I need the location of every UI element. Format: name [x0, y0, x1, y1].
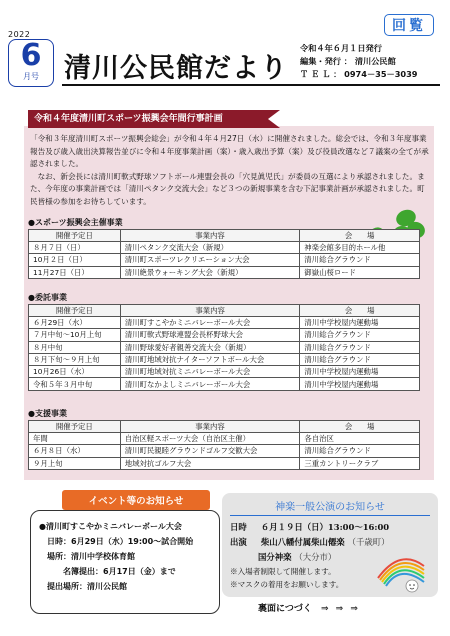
header-date: 開催予定日: [29, 421, 121, 433]
event-name: 清川絶景ウォーキング大会（新規）: [120, 266, 300, 278]
event-venue: 御嶽山桜ロード: [300, 266, 420, 278]
kagura-cast-2-note: （大分市）: [294, 552, 337, 562]
event-venue: 清川総合グラウンド: [300, 329, 420, 341]
header-date: 開催予定日: [29, 230, 121, 242]
table-row: [29, 317, 420, 329]
event-date: ８月中旬: [29, 341, 121, 353]
rainbow-illustration: [372, 548, 428, 596]
event-name: 地域対抗ゴルフ大会: [120, 457, 300, 469]
event-name: 清川ペタンク交流大会（新規）: [120, 242, 300, 254]
editor-info: 編集・発行 ： 清川公民館: [300, 56, 396, 66]
kagura-cast-1: 柴山八幡付属柴山僊楽: [260, 537, 345, 547]
table-header-row: [29, 421, 420, 433]
event-date: 10月２日（日）: [29, 254, 121, 266]
event-name: 清川町すこやかミニバレーボール大会: [120, 317, 300, 329]
event-date: 年間: [29, 433, 121, 445]
event-venue: 各自治区: [300, 433, 420, 445]
continued-text: 裏面につづく: [258, 604, 312, 614]
intro-paragraph-1: 「令和３年度清川町スポーツ振興会総会」が令和４年４月27日（水）に開催されました。総会では、令和３年度事業報告及び歳入歳出決算報告並びに令和４年度事業計画（案）・歳入歳出予算（案）及び役員改選など７議案の全てが承認されました。: [30, 134, 429, 168]
commissioned-events-table: [28, 304, 420, 391]
event-venue: 清川総合グラウンド: [300, 254, 420, 266]
continued-notice: [258, 601, 360, 614]
kagura-date: ６月１９日（日）13:00～16:00: [260, 522, 390, 532]
publication-info: [300, 42, 418, 81]
event-date: 10月26日（水）: [29, 366, 121, 378]
event-venue: 清川中学校屋内運動場: [300, 366, 420, 378]
kagura-note-2: ※マスクの着用をお願いします。: [230, 580, 344, 589]
group-title-support: ●支援事業: [28, 409, 67, 418]
table-row: [29, 378, 420, 390]
issue-month: 6: [20, 38, 42, 73]
header-event: 事業内容: [120, 305, 300, 317]
group-title-sponsored: ●スポーツ振興会主催事業: [28, 218, 123, 227]
event-title: ●清川町すこやかミニバレーボール大会: [39, 522, 182, 531]
kagura-note-1: ※入場者制限して開催します。: [230, 567, 336, 576]
header-divider: [62, 84, 440, 86]
event-notice-label: イベント等のお知らせ: [62, 490, 210, 510]
issue-month-box: [8, 39, 54, 87]
issued-date: 令和４年６月１日発行: [300, 43, 382, 53]
table-row: [29, 266, 420, 278]
event-venue: 神楽会館多目的ホール他: [300, 242, 420, 254]
event-notice-box: [30, 510, 220, 614]
kagura-date-row: [230, 520, 430, 535]
event-name: 清川町民親睦グラウンドゴルフ交歓大会: [120, 445, 300, 457]
table-row: [29, 457, 420, 469]
event-name: 清川町なかよしミニバレーボール大会: [120, 378, 300, 390]
table-row: [29, 433, 420, 445]
event-venue: 清川中学校屋内運動場: [300, 378, 420, 390]
header-date: 開催予定日: [29, 305, 121, 317]
event-name: 清川町軟式野球連盟会長杯野球大会: [120, 329, 300, 341]
event-name: 清川野球愛好者親善交流大会（新規）: [120, 341, 300, 353]
event-date: 11月27日（日）: [29, 266, 121, 278]
table-row: [29, 254, 420, 266]
event-venue: 清川総合グラウンド: [300, 353, 420, 365]
kagura-cast-1-note: （千歳町）: [347, 537, 390, 547]
section-intro: [30, 133, 432, 208]
table-row: [29, 242, 420, 254]
event-name: 清川町地域対抗ミニバレーボール大会: [120, 366, 300, 378]
event-venue: 清川総合グラウンド: [300, 445, 420, 457]
arrow-right-icon: ⇒ ⇒ ⇒: [320, 604, 360, 614]
table-header-row: [29, 305, 420, 317]
table-row: [29, 445, 420, 457]
issue-month-unit: 月号: [23, 72, 39, 81]
event-datetime: 日時：6月29日（水）19:00～試合開始: [47, 537, 194, 546]
table-row: [29, 366, 420, 378]
support-events-table: [28, 420, 420, 470]
group-title-commissioned: ●委託事業: [28, 293, 67, 302]
event-name: 清川町スポーツレクリエーション大会: [120, 254, 300, 266]
event-date: ９月上旬: [29, 457, 121, 469]
section-title: 令和４年度清川町スポーツ振興会年間行事計画: [28, 110, 268, 128]
event-name: 清川町地域対抗ナイターソフトボール大会: [120, 353, 300, 365]
event-submit-place: 提出場所：清川公民館: [47, 582, 127, 591]
event-date: ８月７日（日）: [29, 242, 121, 254]
kagura-title: 神楽一般公演のお知らせ: [230, 498, 430, 516]
event-date: ６月８日（水）: [29, 445, 121, 457]
page-title: 清川公民館だより: [64, 53, 288, 84]
header-venue: 会 場: [300, 421, 420, 433]
header-venue: 会 場: [300, 230, 420, 242]
table-row: [29, 341, 420, 353]
telephone: Ｔ Ｅ Ｌ ： 0974－35－3039: [300, 69, 418, 79]
table-header-row: [29, 230, 420, 242]
header-venue: 会 場: [300, 305, 420, 317]
event-date: ８月下旬～９月上旬: [29, 353, 121, 365]
event-venue: 清川中学校屋内運動場: [300, 317, 420, 329]
event-venue: 清川総合グラウンド: [300, 341, 420, 353]
event-date: ７月中旬～10月上旬: [29, 329, 121, 341]
event-date: 令和５年３月中旬: [29, 378, 121, 390]
event-date: ６月29日（水）: [29, 317, 121, 329]
event-name: 自治区軽スポーツ大会（自治区主催）: [120, 433, 300, 445]
event-venue: 三重カントリークラブ: [300, 457, 420, 469]
table-row: [29, 329, 420, 341]
header-event: 事業内容: [120, 230, 300, 242]
event-deadline: 名簿提出：6月17日（金）まで: [63, 567, 176, 576]
circulation-stamp: 回覧: [384, 14, 434, 36]
intro-paragraph-2: なお、新会長には清川町軟式野球ソフトボール連盟会長の「穴見眞児氏」が委員の互選により承認されました。また、今年度の事業計画では「清川ペタンク交流大会」など３つの新規事業を含む下記事業計画が承認されました。町民皆様の参加をお待ちしています。: [30, 171, 425, 206]
newsletter-header: [0, 0, 450, 92]
header-event: 事業内容: [120, 421, 300, 433]
kagura-cast-key: 出演: [230, 537, 247, 547]
event-place: 場所：清川中学校体育館: [47, 552, 135, 561]
issue-year: 2022: [8, 30, 31, 39]
kagura-cast-2: 国分神楽: [258, 552, 292, 562]
sponsored-events-table: [28, 229, 420, 279]
kagura-date-key: 日時: [230, 522, 247, 532]
table-row: [29, 353, 420, 365]
